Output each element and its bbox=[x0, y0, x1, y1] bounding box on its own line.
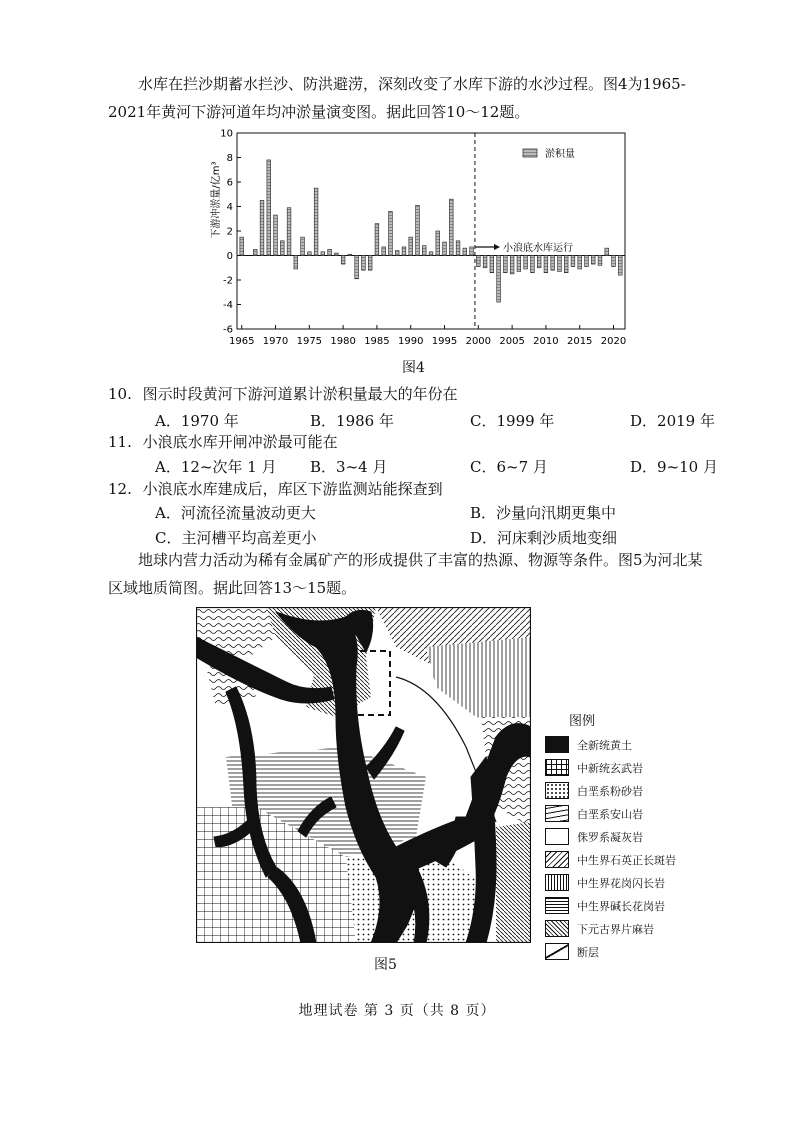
question-11 bbox=[108, 431, 338, 452]
y-tick-label: -2 bbox=[223, 275, 233, 287]
bar-1992 bbox=[422, 246, 426, 256]
legend-item bbox=[545, 940, 676, 963]
bar-1972 bbox=[287, 208, 291, 256]
figure5-geologic-map bbox=[196, 607, 531, 943]
figure5-caption: 图5 bbox=[374, 957, 397, 973]
bar-2009 bbox=[537, 256, 541, 268]
bar-2019 bbox=[605, 248, 609, 255]
bar-1970 bbox=[274, 215, 278, 255]
legend-swatch-vert bbox=[545, 874, 569, 891]
legend-label: 下元古界片麻岩 bbox=[577, 922, 654, 936]
bar-2015 bbox=[578, 256, 582, 269]
x-tick-label: 1970 bbox=[262, 336, 289, 347]
legend-title: 图例 bbox=[569, 714, 596, 729]
bar-1986 bbox=[382, 247, 386, 256]
option-d[interactable]: D．9~10 月 bbox=[630, 458, 718, 476]
bar-2013 bbox=[564, 256, 568, 273]
bar-1993 bbox=[429, 252, 433, 256]
paragraph-2: 地球内营力活动为稀有金属矿产的形成提供了丰富的热源、物源等条件。图5为河北某区域地质简图。据此回答13～15题。 bbox=[108, 551, 703, 597]
legend-item bbox=[545, 825, 676, 848]
legend-item bbox=[545, 871, 676, 894]
bar-2001 bbox=[483, 256, 487, 268]
option-c[interactable]: C．6~7 月 bbox=[470, 458, 548, 476]
legend-label: 中生界花岗闪长岩 bbox=[577, 876, 665, 890]
figure4-caption: 图4 bbox=[402, 360, 425, 376]
bar-2004 bbox=[503, 256, 507, 273]
plot-frame bbox=[237, 133, 625, 329]
bar-2014 bbox=[571, 256, 575, 267]
bar-1999 bbox=[470, 247, 474, 256]
bar-1987 bbox=[389, 211, 393, 255]
bar-1981 bbox=[348, 254, 352, 255]
bar-1980 bbox=[341, 256, 345, 265]
legend-label: 白垩系粉砂岩 bbox=[577, 784, 643, 798]
legend-label: 断层 bbox=[577, 945, 599, 959]
bar-2010 bbox=[544, 256, 548, 273]
legend-label: 淤积量 bbox=[545, 149, 575, 160]
bar-2005 bbox=[510, 256, 514, 274]
option-b[interactable]: B．3~4 月 bbox=[310, 458, 388, 476]
bar-1984 bbox=[368, 256, 372, 271]
bar-1996 bbox=[449, 199, 453, 255]
x-tick-label: 1980 bbox=[330, 336, 356, 347]
legend-item bbox=[545, 756, 676, 779]
x-tick-label: 2015 bbox=[566, 336, 593, 347]
option-a[interactable]: A．1970 年 bbox=[155, 412, 239, 430]
y-tick-label: 4 bbox=[226, 202, 233, 213]
bar-2008 bbox=[531, 256, 535, 273]
bar-1995 bbox=[443, 242, 447, 255]
x-tick-label: 1985 bbox=[364, 336, 390, 347]
x-tick-label: 1995 bbox=[431, 336, 458, 347]
option-c[interactable]: C．主河槽平均高差更小 bbox=[155, 529, 317, 547]
option-b[interactable]: B．1986 年 bbox=[310, 412, 394, 430]
bar-1977 bbox=[321, 252, 325, 256]
legend-label: 中生界碱长花岗岩 bbox=[577, 899, 665, 913]
bar-2021 bbox=[618, 256, 622, 276]
bar-2012 bbox=[558, 256, 562, 272]
bar-2017 bbox=[591, 256, 595, 265]
x-tick-label: 2000 bbox=[465, 336, 492, 347]
bar-1997 bbox=[456, 241, 460, 256]
option-d[interactable]: D．河床剩沙质地变细 bbox=[470, 529, 618, 547]
bar-2006 bbox=[517, 256, 521, 272]
bar-1975 bbox=[307, 252, 311, 256]
intro-paragraph: 水库在拦沙期蓄水拦沙、防洪避涝，深刻改变了水库下游的水沙过程。图4为1965-2021年黄河下游河道年均冲淤量演变图。据此回答10～12题。 bbox=[108, 75, 686, 121]
question-stem: 小浪底水库建成后，库区下游监测站能探查到 bbox=[142, 480, 443, 498]
option-d[interactable]: D．2019 年 bbox=[630, 412, 715, 430]
bar-1971 bbox=[280, 241, 284, 256]
bar-1974 bbox=[301, 237, 305, 255]
x-tick-label: 2020 bbox=[600, 336, 627, 347]
legend-label: 全新统黄土 bbox=[577, 738, 632, 752]
legend-swatch-fault bbox=[545, 943, 569, 960]
bar-1969 bbox=[267, 160, 271, 256]
y-tick-label: 6 bbox=[226, 177, 233, 189]
bar-1994 bbox=[436, 231, 440, 256]
bar-1965 bbox=[240, 237, 244, 255]
bar-1985 bbox=[375, 224, 379, 256]
bar-1976 bbox=[314, 188, 318, 255]
option-a[interactable]: A．12~次年 1 月 bbox=[155, 458, 277, 476]
bar-1988 bbox=[395, 251, 399, 256]
reservoir-annotation bbox=[475, 241, 573, 254]
y-tick-label: 8 bbox=[226, 153, 233, 164]
question-number: 12. bbox=[108, 480, 132, 498]
bar-1973 bbox=[294, 256, 298, 269]
bar-2018 bbox=[598, 256, 602, 266]
bar-2020 bbox=[612, 256, 616, 267]
option-b[interactable]: B．沙量向汛期更集中 bbox=[470, 504, 617, 522]
y-tick-label: 2 bbox=[226, 226, 233, 238]
bar-2011 bbox=[551, 256, 555, 271]
question-10 bbox=[108, 383, 458, 404]
bar-1989 bbox=[402, 247, 406, 256]
legend-swatch-grid bbox=[545, 759, 569, 776]
legend-label: 中生界石英正长斑岩 bbox=[577, 853, 676, 867]
legend-swatch-waves bbox=[545, 805, 569, 822]
y-axis-label: 下游冲淤量/亿m³ bbox=[211, 161, 222, 239]
legend-item bbox=[545, 848, 676, 871]
x-tick-label: 1990 bbox=[397, 336, 424, 347]
legend-item bbox=[545, 917, 676, 940]
legend-swatch-dots bbox=[545, 782, 569, 799]
chart-legend bbox=[523, 147, 575, 160]
legend-swatch-horiz bbox=[545, 897, 569, 914]
arrow-head bbox=[494, 244, 500, 250]
bar-2000 bbox=[476, 256, 480, 267]
question-number: 11. bbox=[108, 433, 132, 451]
region-gneiss-se bbox=[496, 822, 531, 943]
legend-item bbox=[545, 779, 676, 802]
legend-label: 白垩系安山岩 bbox=[577, 807, 643, 821]
legend-item bbox=[545, 894, 676, 917]
option-c[interactable]: C．1999 年 bbox=[470, 412, 555, 430]
question-12 bbox=[108, 478, 443, 499]
figure5-legend bbox=[545, 710, 676, 963]
bar-1967 bbox=[253, 249, 257, 255]
bar-1983 bbox=[362, 256, 366, 271]
legend-swatch-solid bbox=[545, 736, 569, 753]
bar-1979 bbox=[335, 253, 339, 255]
y-tick-label: -6 bbox=[223, 324, 233, 336]
x-tick-label: 1975 bbox=[296, 336, 323, 347]
page-footer: 地理试卷 第 3 页（共 8 页） bbox=[298, 1003, 496, 1019]
legend-swatch-diag bbox=[545, 851, 569, 868]
y-tick-label: 0 bbox=[226, 251, 233, 262]
legend-swatch-diagdense bbox=[545, 920, 569, 937]
bar-1978 bbox=[328, 249, 332, 255]
bar-2003 bbox=[497, 256, 501, 303]
legend-item bbox=[545, 802, 676, 825]
option-a[interactable]: A．河流径流量波动更大 bbox=[155, 504, 316, 522]
annotation-text: 小浪底水库运行 bbox=[503, 243, 573, 254]
y-tick-label: -4 bbox=[223, 300, 233, 311]
legend-item bbox=[545, 733, 676, 756]
bar-1968 bbox=[260, 200, 264, 255]
question-stem: 小浪底水库开闸冲淤最可能在 bbox=[142, 433, 338, 451]
legend-label: 侏罗系凝灰岩 bbox=[577, 830, 643, 844]
bar-1991 bbox=[416, 205, 420, 255]
bar-1998 bbox=[463, 248, 467, 255]
x-tick-label: 1965 bbox=[229, 336, 255, 347]
legend-swatch bbox=[523, 149, 537, 157]
bar-1990 bbox=[409, 237, 413, 255]
question-number: 10. bbox=[108, 385, 132, 403]
legend-swatch-blank bbox=[545, 828, 569, 845]
x-tick-label: 2005 bbox=[499, 336, 525, 347]
x-tick-label: 2010 bbox=[533, 336, 559, 347]
figure4-bar-chart bbox=[205, 125, 635, 355]
legend-label: 中新统玄武岩 bbox=[577, 761, 643, 775]
bar-2007 bbox=[524, 256, 528, 269]
bar-2016 bbox=[585, 256, 589, 267]
bar-1982 bbox=[355, 256, 359, 279]
bar-2002 bbox=[490, 256, 494, 273]
y-tick-label: 10 bbox=[220, 128, 233, 140]
question-stem: 图示时段黄河下游河道累计淤积量最大的年份在 bbox=[142, 385, 458, 403]
